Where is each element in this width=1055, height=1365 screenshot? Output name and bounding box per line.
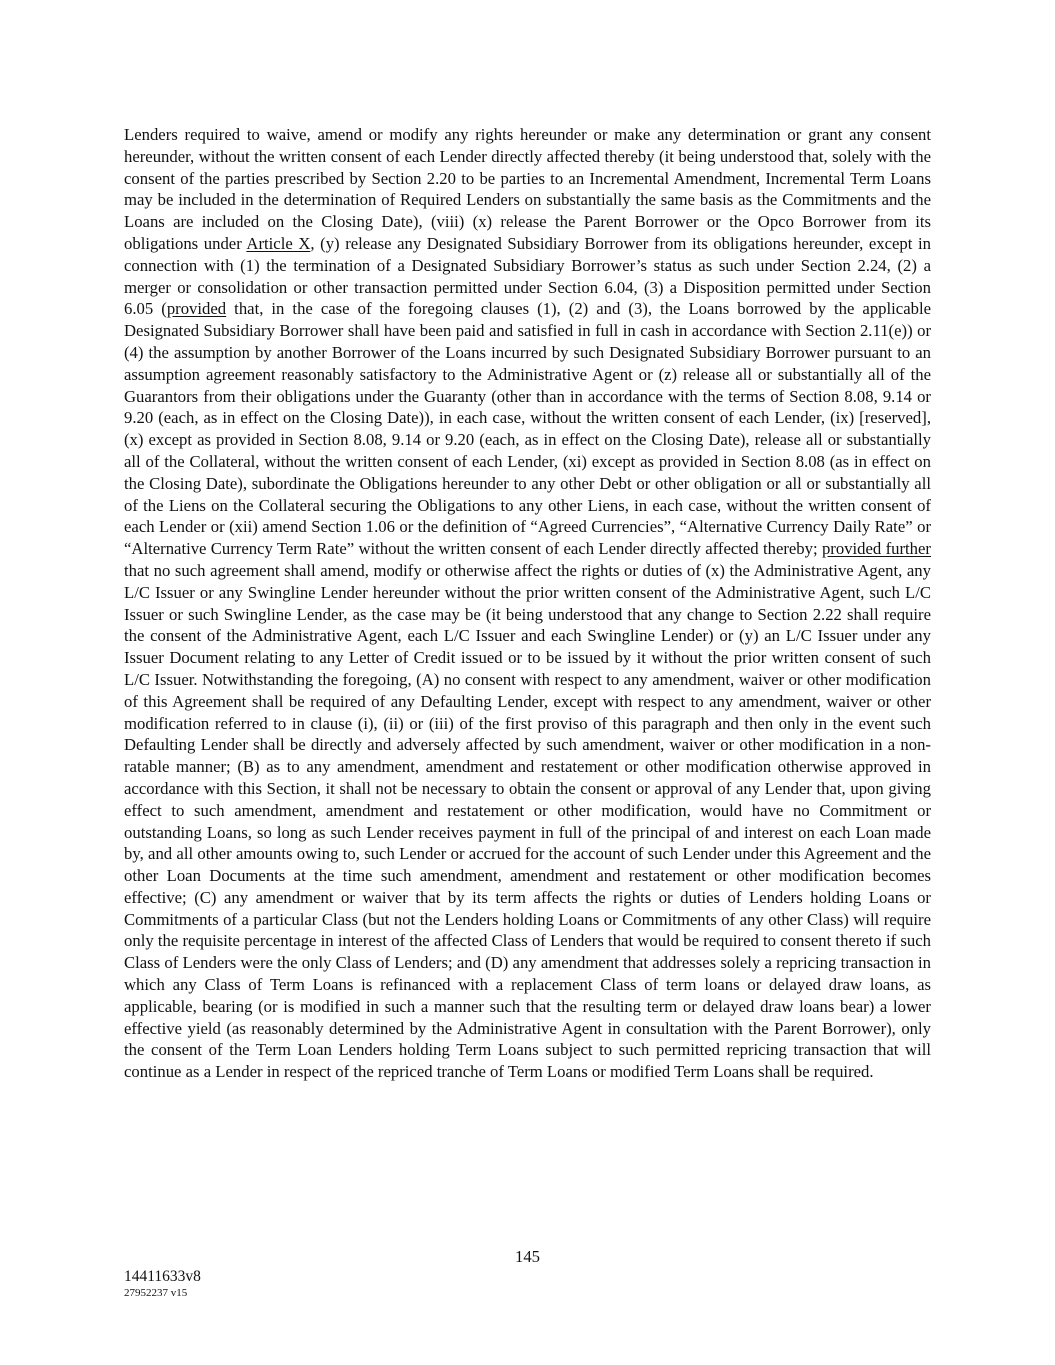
paragraph-segment: that no such agreement shall amend, modify or otherwise affect the rights or duties of (x) the Administrative Agent, any L/C Issuer or any Swingline Lender hereunder without the prior written consent of the Administrative Agent, such L/C Issuer or such Swingline Lender, as the case may be (it being understood that any change to Section 2.22 shall require the consent of the Administrative Agent, each L/C Issuer and each Swingline Lender) or (y) an L/C Issuer under any Issuer Document relating to any Letter of Credit issued or to be issued by it without the prior written consent of such L/C Issuer. Notwithstanding the foregoing, (A) no consent with respect to any amendment, waiver or other modification of this Agreement shall be required of any Defaulting Lender, except with respect to any amendment, waiver or other modification referred to in clause (i), (ii) or (iii) of the first proviso of this paragraph and then only in the event such Defaulting Lender shall be directly and adversely affected by such amendment, waiver or other modification in a non-ratable manner; (B) as to any amendment, amendment and restatement or other modification otherwise approved in accordance with this Section, it shall not be necessary to obtain the consent or approval of any Lender that, upon giving effect to such amendment, amendment and restatement or other modification, would have no Commitment or outstanding Loans, so long as such Lender receives payment in full of the principal of and interest on each Loan made by, and all other amounts owing to, such Lender or accrued for the account of such Lender under this Agreement and the other Loan Documents at the time such amendment, amendment and restatement or other modification becomes effective; (C) any amendment or waiver that by its term affects the rights or duties of Lenders holding Loans or Commitments of a particular Class (but not the Lenders holding Loans or Commitments of any other Class) will require only the requisite percentage in interest of the affected Class of Lenders that would be required to consent thereto if such Class of Lenders were the only Class of Lenders; and (D) any amendment that addresses solely a repricing transaction in which any Class of Term Loans is refinanced with a replacement Class of term loans or delayed draw loans, as applicable, bearing (or is modified in such a manner such that the resulting term or delayed draw loans bear) a lower effective yield (as reasonably determined by the Administrative Agent in consultation with the Parent Borrower), only the consent of the Term Loan Lenders holding Term Loans subject to such permitted repricing transaction that will continue as a Lender in respect of the repriced tranche of Term Loans or modified Term Loans shall be required. [124, 560, 931, 1082]
paragraph-segment: Lenders required to waive, amend or modify any rights hereunder or make any determination or grant any consent hereunder, without the written consent of each Lender directly affected thereby (it being understood that, solely with the consent of the parties prescribed by Section 2.20 to be parties to an Incremental Amendment, Incremental Term Loans may be included in the determination of Required Lenders on substantially the same basis as the Commitments and the Loans are included on the Closing Date), (viii) (x) release the Parent Borrower or the Opco Borrower from its obligations under [124, 125, 931, 253]
provided-term: provided [166, 299, 227, 319]
article-x-reference: Article X [246, 233, 311, 253]
body-paragraph [124, 124, 931, 1083]
document-id: 14411633v8 [124, 1268, 201, 1285]
page-number: 145 [514, 1247, 541, 1266]
provided-further-term: provided further [821, 539, 931, 559]
paragraph-segment: that, in the case of the foregoing clauses (1), (2) and (3), the Loans borrowed by the applicable Designated Subsidiary Borrower shall have been paid and satisfied in full in cash in accordance with Section 2.11(e)) or (4) the assumption by another Borrower of the Loans incurred by such Designated Subsidiary Borrower pursuant to an assumption agreement reasonably satisfactory to the Administrative Agent or (z) release all or substantially all of the Guarantors from their obligations under the Guaranty (other than in accordance with the terms of Section 8.08, 9.14 or 9.20 (each, as in effect on the Closing Date)), in each case, without the written consent of each Lender, (ix) [reserved], (x) except as provided in Section 8.08, 9.14 or 9.20 (each, as in effect on the Closing Date), release all or substantially all of the Collateral, without the written consent of each Lender, (xi) except as provided in Section 8.08 (as in effect on the Closing Date), subordinate the Obligations hereunder to any other Debt or other obligation or all or substantially all of the Liens on the Collateral securing the Obligations to any other Liens, in each case, without the written consent of each Lender or (xii) amend Section 1.06 or the definition of “Agreed Currencies”, “Alternative Currency Daily Rate” or “Alternative Currency Term Rate” without the written consent of each Lender directly affected thereby; [124, 299, 932, 559]
paragraph-segment: , (y) release any Designated Subsidiary Borrower from its obligations hereunder, except in connection with (1) the termination of a Designated Subsidiary Borrower’s status as such under Section 2.24, (2) a merger or consolidation or other transaction permitted under Section 6.04, (3) a Disposition permitted under Section 6.05 ( [124, 233, 931, 319]
document-id-secondary: 27952237 v15 [124, 1287, 188, 1299]
